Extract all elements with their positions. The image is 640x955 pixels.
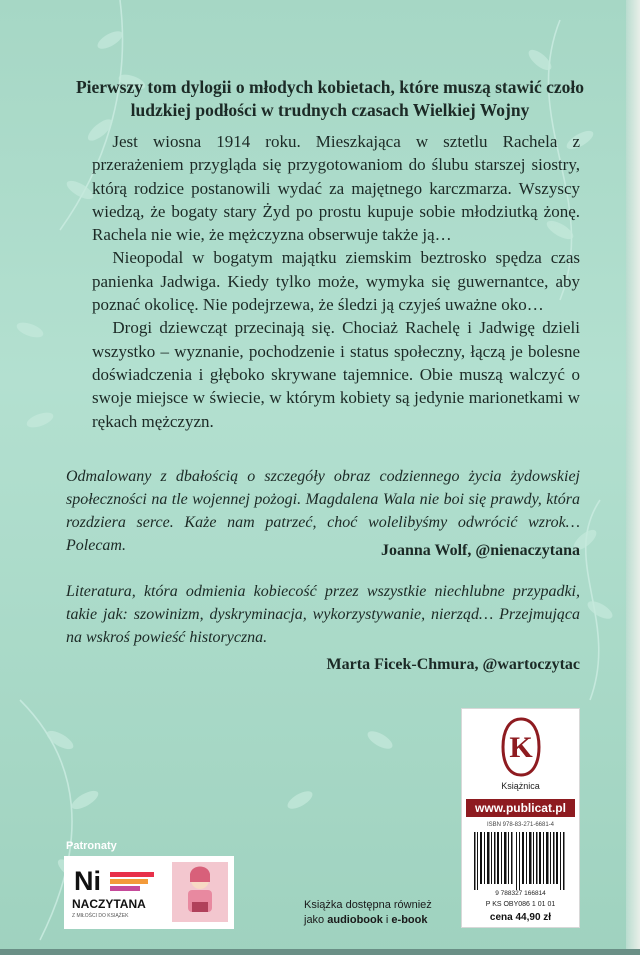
publisher-name: Książnica	[501, 781, 540, 791]
naczytana-subtitle: Z MIŁOŚCI DO KSIĄŻEK	[72, 913, 129, 919]
availability-note	[304, 898, 432, 928]
availability-separator: i	[382, 914, 392, 926]
person-with-books-icon	[172, 862, 228, 922]
wartoczytac-logo	[172, 862, 228, 922]
cover-bottom-edge	[0, 949, 640, 955]
blurb-text	[92, 130, 580, 433]
availability-line-1: Książka dostępna również	[304, 899, 432, 911]
naczytana-logo	[70, 862, 162, 920]
patrons-box	[64, 856, 234, 929]
review-quote-2: Literatura, która odmienia kobiecość przez wszystkie niechlubne przypadki, takie jak: szowinizm, dyskryminacja, wykorzystywanie, nierząd… Przejmująca na wskroś powieść historyczna.	[66, 583, 580, 646]
tagline: Pierwszy tom dylogii o młodych kobietach, które muszą stawić czoło ludzkiej podłości w trudnych czasach Wielkiej Wojny	[75, 77, 585, 120]
naczytana-ni: Ni	[74, 866, 101, 896]
cover-edge	[626, 0, 640, 955]
naczytana-stripes-icon	[110, 872, 158, 892]
logo-letter: K	[508, 731, 533, 764]
barcode-number: 9 788327 166814	[495, 890, 546, 897]
patrons-label: Patronaty	[66, 840, 117, 852]
ksiaznica-logo-icon	[501, 717, 541, 777]
review-quote-1: Odmalowany z dbałością o szczegóły obraz codziennego życia żydowskiej społeczności na tle wojennej pożogi. Magdalena Wala nie boi się prawdy, która rozdziera serce. Każe nam patrzeć, choć wolelibyśmy odwrócić wzrok… Polecam.	[66, 468, 580, 554]
availability-line-2	[304, 913, 432, 928]
blurb-paragraph: Jest wiosna 1914 roku. Mieszkająca w sztetlu Rachela z przerażeniem przygląda się przygotowaniom do ślubu starszej siostry, którą rodzice postanowili wydać za majętnego karczmarza. Wszyscy wiedzą, że bogaty stary Żyd po prostu kupuje sobie młodziutką żonę. Rachela nie wie, że mężczyzna obserwuje także ją…	[92, 132, 580, 245]
publisher-url: www.publicat.pl	[466, 799, 575, 817]
review-signature-1: Joanna Wolf, @nienaczytana	[380, 542, 580, 559]
pks-code: P KS OBY086 1 01 01	[485, 901, 556, 908]
blurb-paragraph: Nieopodal w bogatym majątku ziemskim beztrosko spędza czas panienka Jadwiga. Kiedy tylko może, wymyka się guwernantce, aby poznać okolicę. Nie podejrzewa, że śledzi ją czyjeś uważne oko…	[92, 248, 580, 315]
review-signature-2: Marta Ficek-Chmura, @wartoczytac	[326, 656, 580, 673]
publisher-logo	[462, 717, 579, 782]
naczytana-name: NACZYTANA	[72, 897, 146, 911]
blurb-paragraph: Drogi dziewcząt przecinają się. Chociaż Rachelę i Jadwigę dzieli wszystko – wyznanie, pochodzenie i status społeczny, łączą je bolesne doświadczenia i głęboko skrywane tajemnice. Obie muszą walczyć o swoje miejsce w świecie, w którym kobiety są jedynie marionetkami w rękach mężczyzn.	[92, 318, 580, 431]
availability-prefix: jako	[304, 914, 328, 926]
barcode	[472, 832, 569, 890]
availability-ebook: e-book	[391, 914, 428, 926]
price: cena 44,90 zł	[489, 912, 552, 923]
isbn-line: ISBN 978-83-271-6681-4	[486, 822, 555, 828]
publisher-box	[461, 708, 580, 928]
availability-audiobook: audiobook	[327, 914, 383, 926]
